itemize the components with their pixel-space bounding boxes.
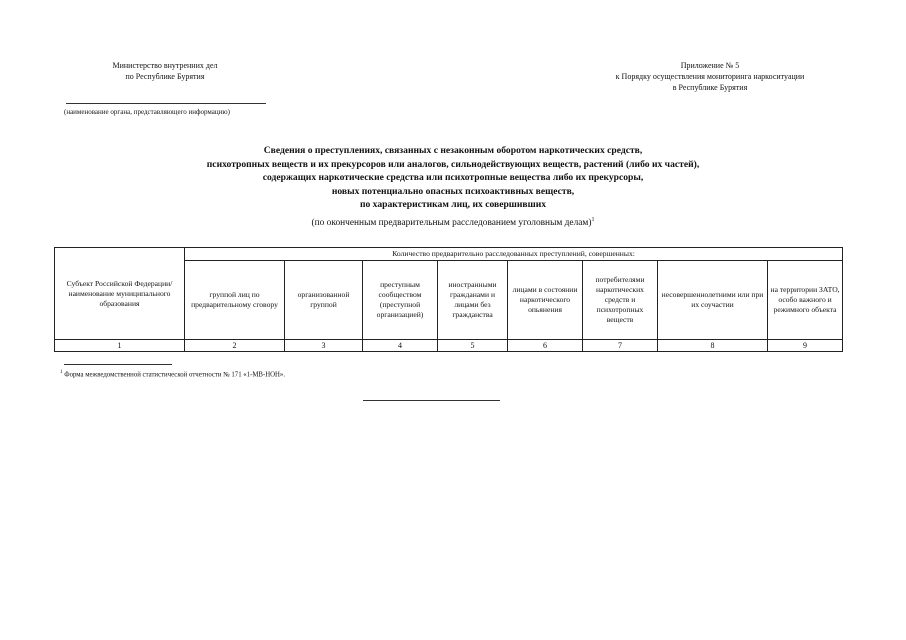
ministry-region: по Республике Бурятия — [125, 72, 205, 81]
column-header: организованной группой — [285, 261, 363, 340]
column-number: 6 — [508, 340, 583, 352]
appendix-number: Приложение № 5 — [680, 61, 740, 70]
document-subtitle — [120, 214, 786, 229]
title-line: Сведения о преступлениях, связанных с незаконным оборотом наркотических средств, — [263, 145, 643, 156]
column-header: лицами в состоянии наркотического опьянения — [508, 261, 583, 340]
column-header: потребителями наркотических средств и психотропных веществ — [583, 261, 658, 340]
title-line: психотропных веществ и их прекурсоров или аналогов, сильнодействующих веществ, растений (либо их частей), — [206, 158, 700, 170]
column-header: группой лиц по предварительному сговору — [185, 261, 285, 340]
column-header: преступным сообществом (преступной организацией) — [363, 261, 438, 340]
column-number: 2 — [185, 340, 285, 352]
org-name-underline — [66, 103, 266, 104]
column-number: 8 — [658, 340, 768, 352]
column-header: несовершеннолетними или при их соучастии — [658, 261, 768, 340]
column-number: 3 — [285, 340, 363, 352]
footnote-text: Форма межведомственной статистической отчетности № 171 «1-МВ-НОН». — [62, 371, 286, 379]
subject-header-cell: Субъект Российской Федерации/ наименование муниципального образования — [55, 248, 185, 340]
title-line: содержащих наркотические средства или психотропные вещества либо их прекурсоры, — [262, 172, 644, 184]
footnote-separator — [64, 364, 172, 365]
title-line: по характеристикам лиц, их совершивших — [359, 199, 547, 211]
header-left — [60, 60, 270, 82]
appendix-region: в Республике Бурятия — [672, 83, 748, 92]
column-number: 5 — [438, 340, 508, 352]
subtitle-text: (по оконченным предварительным расследованием уголовным делам) — [311, 218, 592, 229]
column-number: 4 — [363, 340, 438, 352]
header-right — [590, 60, 830, 93]
column-number: 1 — [55, 340, 185, 352]
column-number: 7 — [583, 340, 658, 352]
column-number: 9 — [768, 340, 843, 352]
document-title — [120, 144, 786, 212]
ministry-name: Министерство внутренних дел — [112, 61, 218, 70]
column-header: иностранными гражданами и лицами без гражданства — [438, 261, 508, 340]
footnote-mark: 1 — [60, 370, 63, 375]
end-separator — [363, 400, 500, 401]
org-name-caption: (наименование органа, представляющего информацию) — [64, 108, 230, 116]
column-header: на территории ЗАТО, особо важного и режимного объекта — [768, 261, 843, 340]
statistics-table — [54, 247, 843, 352]
title-line: новых потенциально опасных психоактивных веществ, — [331, 185, 575, 197]
group-header-cell: Количество предварительно расследованных преступлений, совершенных: — [185, 248, 843, 261]
footnote — [60, 368, 285, 379]
appendix-reference: к Порядку осуществления мониторинга наркоситуации — [615, 72, 805, 81]
footnote-reference: 1 — [591, 217, 595, 223]
